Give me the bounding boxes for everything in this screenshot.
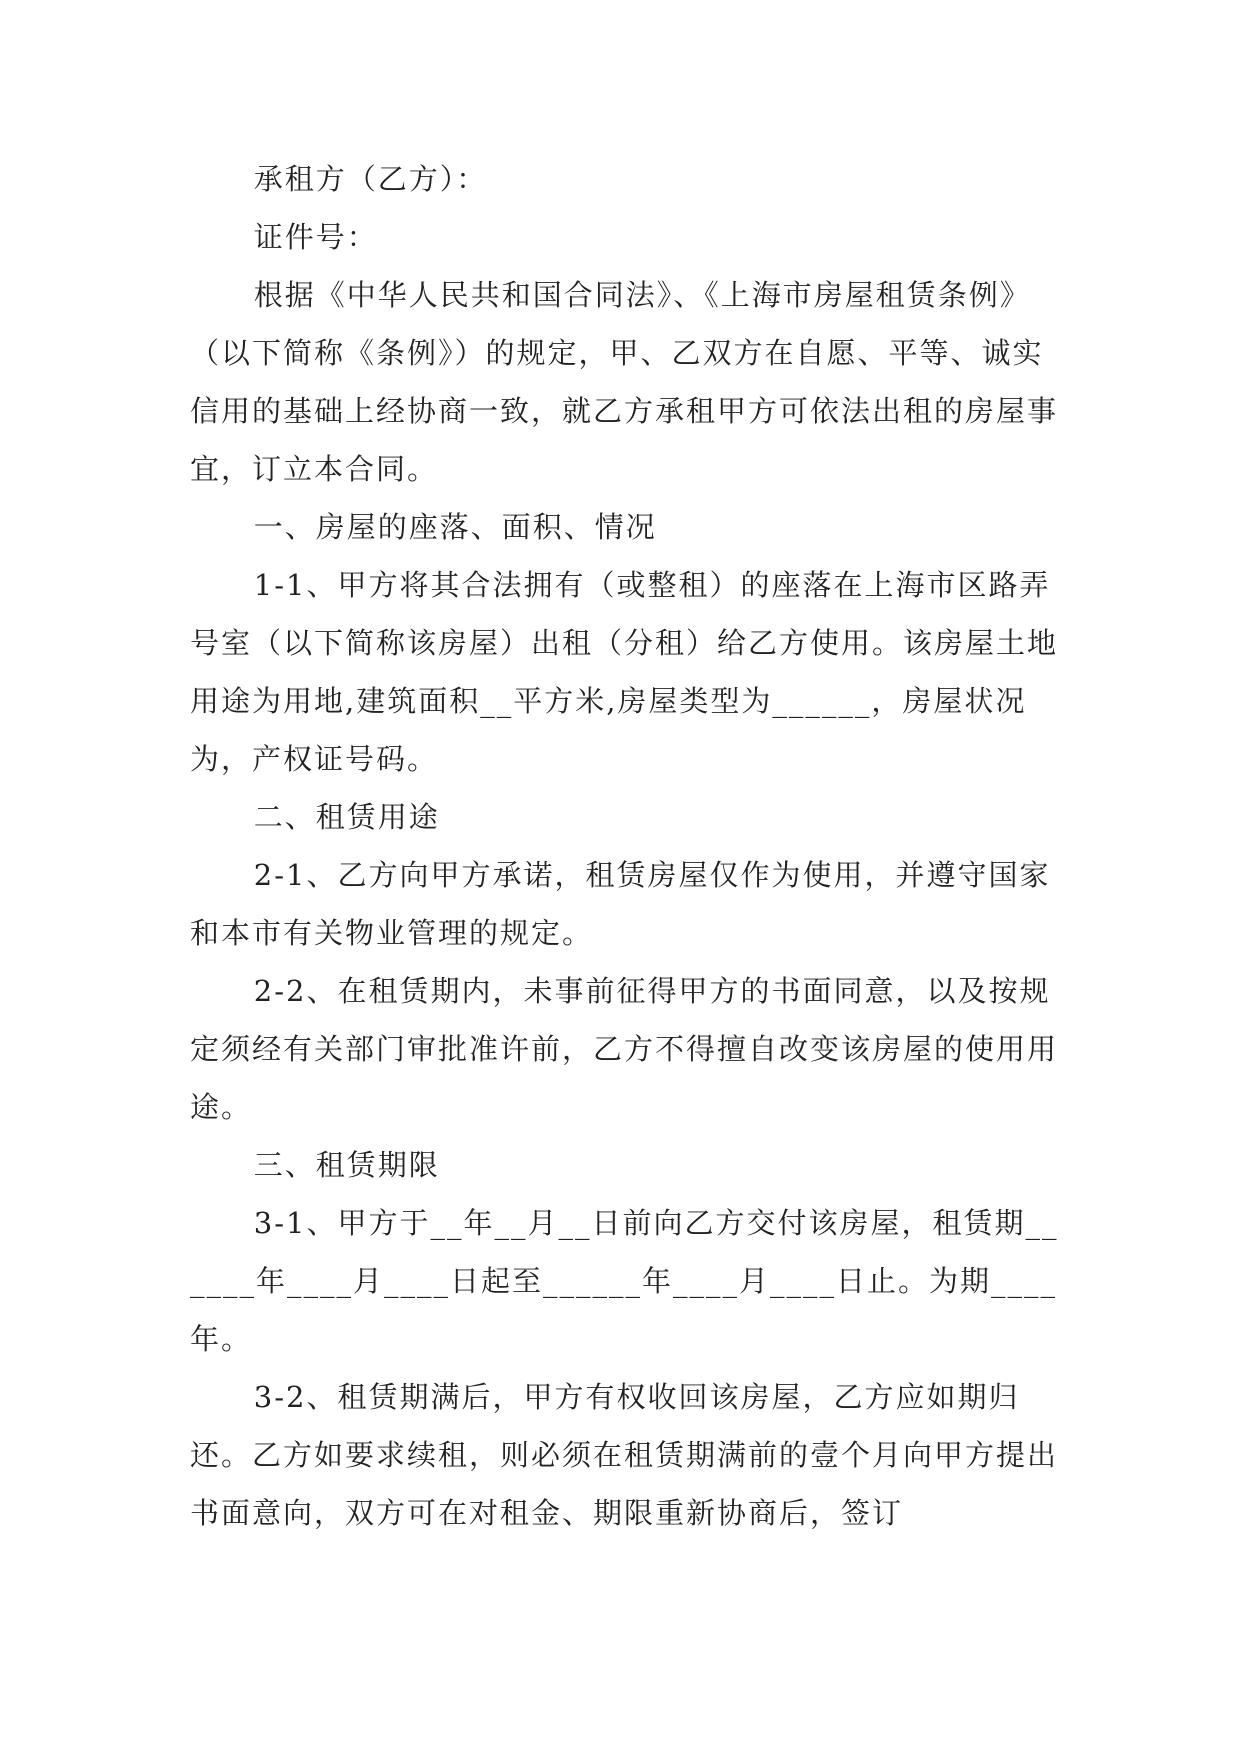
section-heading-1: 一、房屋的座落、面积、情况 (253, 510, 657, 544)
paragraph-id-number: 证件号： (253, 220, 378, 254)
section-heading-3: 三、租赁期限 (253, 1148, 440, 1182)
clause-2-2: 2-2、在租赁期内，未事前征得甲方的书面同意，以及按规定须经有关部门审批准许前，乙方不得擅自改变该房屋的使用用途。 (190, 974, 1059, 1124)
clause-3-2: 3-2、租赁期满后，甲方有权收回该房屋，乙方应如期归还。乙方如要求续租，则必须在租赁期满前的壹个月向甲方提出书面意向，双方可在对租金、期限重新协商后，签订 (190, 1380, 1059, 1530)
clause-2-1: 2-1、乙方向甲方承诺，租赁房屋仅作为使用，并遵守国家和本市有关物业管理的规定。 (190, 858, 1051, 950)
clause-3-1: 3-1、甲方于__年__月__日前向乙方交付该房屋，租赁期______年____月____日起至______年____月____日止。为期____年。 (190, 1206, 1059, 1356)
section-heading-2: 二、租赁用途 (253, 800, 440, 834)
document-body (190, 150, 1070, 1542)
clause-1-1: 1-1、甲方将其合法拥有（或整租）的座落在上海市区路弄号室（以下简称该房屋）出租（分租）给乙方使用。该房屋土地用途为用地,建筑面积__平方米,房屋类型为______，房屋状况为，产权证号码。 (190, 568, 1059, 776)
paragraph-preamble: 根据《中华人民共和国合同法》、《上海市房屋租赁条例》（以下简称《条例》）的规定，甲、乙双方在自愿、平等、诚实信用的基础上经协商一致，就乙方承租甲方可依法出租的房屋事宜，订立本合同。 (190, 278, 1059, 486)
paragraph-lessee: 承租方（乙方）： (253, 162, 488, 196)
